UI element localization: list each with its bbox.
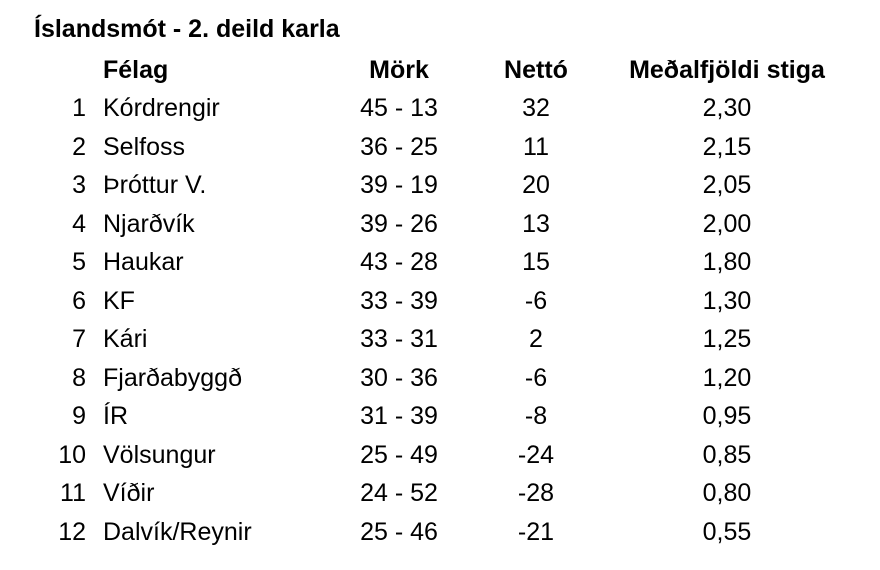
table-row <box>0 246 880 282</box>
avg-cell: 0,85 <box>702 441 752 469</box>
club-cell: Dalvík/Reynir <box>103 518 252 546</box>
net-cell: -28 <box>517 479 555 507</box>
net-cell: -21 <box>517 518 555 546</box>
rank-cell: 4 <box>72 210 86 238</box>
club-cell: Fjarðabyggð <box>103 364 242 392</box>
goals-cell: 39 - 19 <box>360 171 438 199</box>
goals-cell: 33 - 31 <box>360 325 438 353</box>
avg-cell: 1,30 <box>702 287 752 315</box>
net-cell: 20 <box>522 171 550 199</box>
net-cell: -6 <box>524 287 548 315</box>
avg-cell: 0,80 <box>702 479 752 507</box>
goals-cell: 24 - 52 <box>360 479 438 507</box>
avg-cell: 1,80 <box>702 248 752 276</box>
club-cell: KF <box>103 287 135 315</box>
goals-cell: 39 - 26 <box>360 210 438 238</box>
rank-cell: 3 <box>72 171 86 199</box>
rank-cell: 12 <box>58 518 86 546</box>
club-cell: Kári <box>103 325 148 353</box>
goals-cell: 25 - 46 <box>360 518 438 546</box>
club-cell: Njarðvík <box>103 210 195 238</box>
avg-cell: 2,15 <box>702 133 752 161</box>
table-row <box>0 516 880 552</box>
net-cell: 13 <box>522 210 550 238</box>
table-row <box>0 362 880 398</box>
net-cell: 2 <box>529 325 543 353</box>
avg-cell: 2,05 <box>702 171 752 199</box>
table-title: Íslandsmót - 2. deild karla <box>34 15 340 43</box>
rank-cell: 8 <box>72 364 86 392</box>
avg-cell: 2,30 <box>702 94 752 122</box>
net-cell: -24 <box>517 441 555 469</box>
club-cell: Víðir <box>103 479 155 507</box>
table-header <box>0 54 880 86</box>
rank-cell: 2 <box>72 133 86 161</box>
rank-cell: 7 <box>72 325 86 353</box>
club-cell: ÍR <box>103 402 128 430</box>
goals-cell: 25 - 49 <box>360 441 438 469</box>
table-row <box>0 131 880 167</box>
rank-cell: 11 <box>60 479 86 507</box>
table-row <box>0 169 880 205</box>
club-cell: Haukar <box>103 248 184 276</box>
table-row <box>0 208 880 244</box>
goals-cell: 36 - 25 <box>360 133 438 161</box>
table-row <box>0 439 880 475</box>
avg-cell: 0,55 <box>702 518 752 546</box>
club-cell: Kórdrengir <box>103 94 220 122</box>
header-club: Félag <box>103 56 169 84</box>
goals-cell: 31 - 39 <box>360 402 438 430</box>
club-cell: Völsungur <box>103 441 216 469</box>
avg-cell: 1,20 <box>702 364 752 392</box>
rank-cell: 6 <box>72 287 86 315</box>
table-row <box>0 92 880 128</box>
net-cell: 15 <box>522 248 550 276</box>
table-row <box>0 285 880 321</box>
net-cell: -6 <box>524 364 548 392</box>
goals-cell: 33 - 39 <box>360 287 438 315</box>
club-cell: Þróttur V. <box>103 171 207 199</box>
goals-cell: 43 - 28 <box>360 248 438 276</box>
rank-cell: 1 <box>72 94 86 122</box>
rank-cell: 10 <box>58 441 86 469</box>
rank-cell: 5 <box>72 248 86 276</box>
header-goals: Mörk <box>369 56 429 84</box>
header-net: Nettó <box>504 56 568 84</box>
avg-cell: 1,25 <box>702 325 752 353</box>
club-cell: Selfoss <box>103 133 185 161</box>
avg-cell: 0,95 <box>702 402 752 430</box>
goals-cell: 45 - 13 <box>360 94 438 122</box>
header-avg: Meðalfjöldi stiga <box>629 56 825 84</box>
table-row <box>0 400 880 436</box>
table-row <box>0 477 880 513</box>
goals-cell: 30 - 36 <box>360 364 438 392</box>
net-cell: 11 <box>523 133 549 161</box>
rank-cell: 9 <box>72 402 86 430</box>
avg-cell: 2,00 <box>702 210 752 238</box>
net-cell: 32 <box>522 94 550 122</box>
net-cell: -8 <box>524 402 548 430</box>
table-row <box>0 323 880 359</box>
